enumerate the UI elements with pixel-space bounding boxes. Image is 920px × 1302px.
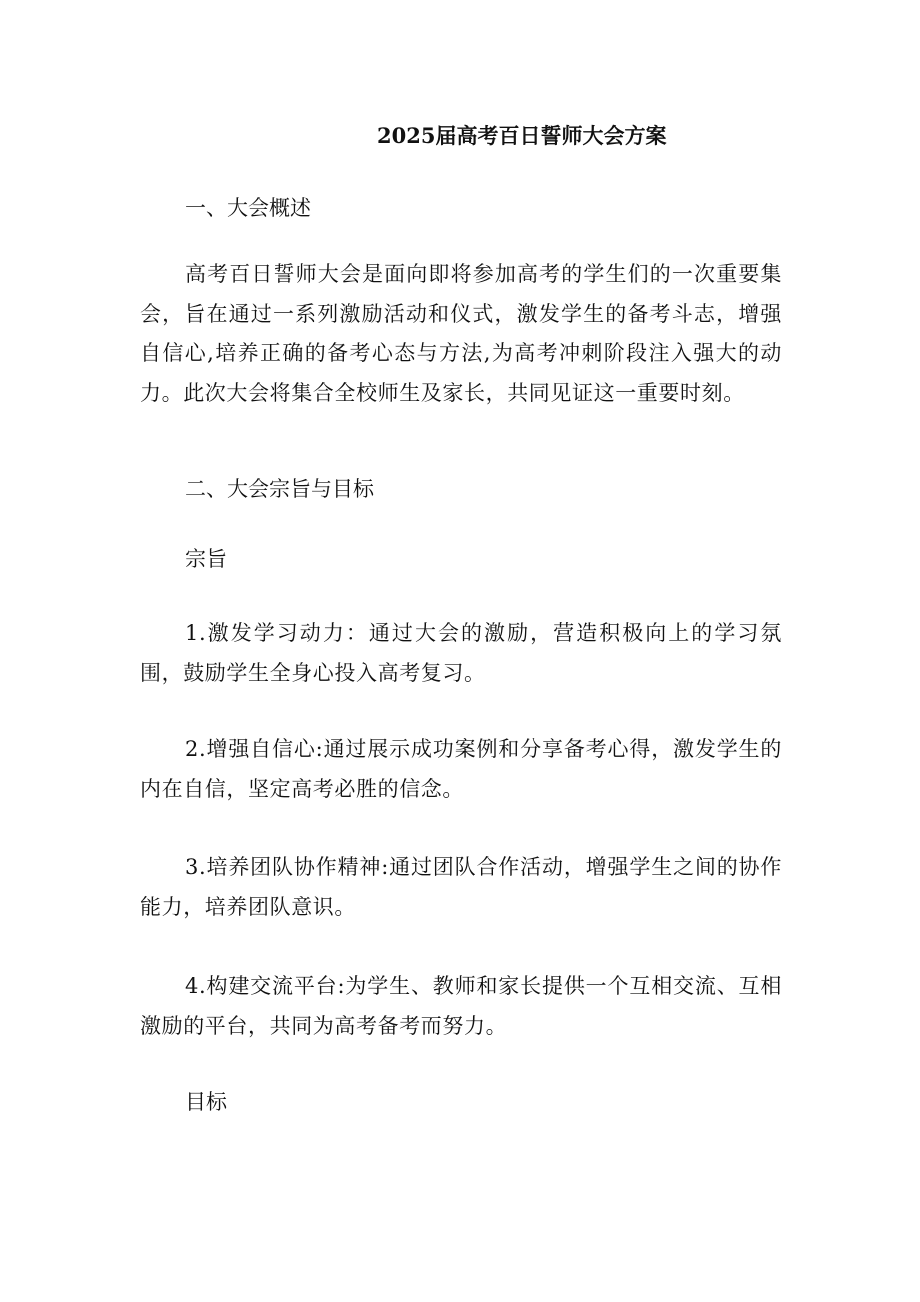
goal-label: 目标 xyxy=(185,1090,227,1114)
purpose-label: 宗旨 xyxy=(185,547,227,571)
purpose-item-1: 1.激发学习动力：通过大会的激励，营造积极向上的学习氛围，鼓励学生全身心投入高考复习。 xyxy=(140,621,782,685)
purpose-item-4: 4.构建交流平台:为学生、教师和家长提供一个互相交流、互相激励的平台，共同为高考备考而努力。 xyxy=(140,974,782,1038)
section-heading-purpose-goals: 二、大会宗旨与目标 xyxy=(185,477,374,501)
purpose-item-3: 3.培养团队协作精神:通过团队合作活动，增强学生之间的协作能力，培养团队意识。 xyxy=(140,855,782,919)
section-heading-overview: 一、大会概述 xyxy=(185,196,311,220)
purpose-item-2: 2.增强自信心:通过展示成功案例和分享备考心得，激发学生的内在自信，坚定高考必胜的信念。 xyxy=(140,737,782,801)
overview-paragraph: 高考百日誓师大会是面向即将参加高考的学生们的一次重要集会，旨在通过一系列激励活动和仪式，激发学生的备考斗志，增强自信心,培养正确的备考心态与方法,为高考冲刺阶段注入强大的动力。此次大会将集合全校师生及家长，共同见证这一重要时刻。 xyxy=(140,262,782,405)
document-title: 2025届高考百日誓师大会方案 xyxy=(377,123,667,148)
